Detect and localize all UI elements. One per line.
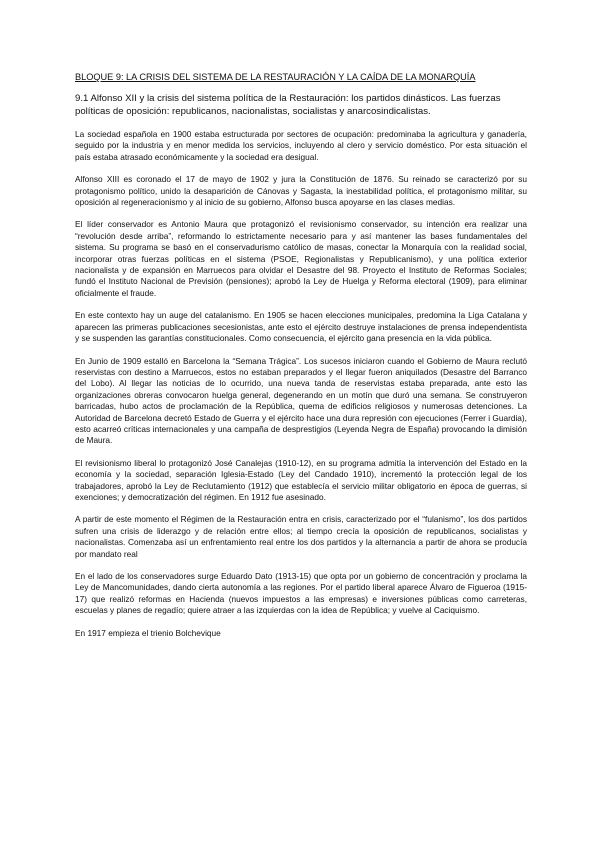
paragraph-canalejas: El revisionismo liberal lo protagonizó José Canalejas (1910-12), en su programa admitía la intervención del Estado en la economía y la sociedad, separación Iglesia-Estado (Ley del Candado 1910), incrementó la protección legal de los trabajadores, aprobó la Ley de Reclutamiento (1912) que establecía el servicio militar obligatorio en época de guerras, si exenciones; y democratización del régimen. En 1912 fue asesinado. xyxy=(75,457,527,502)
paragraph-alfonso-xiii: Alfonso XIII es coronado el 17 de mayo de 1902 y jura la Constitución de 1876. Su reinado se caracterizó por su protagonismo político, unido la desaparición de Cánovas y Sagasta, la inestabilidad política, el protagonismo militar, su oposición al regeneracionismo y al inicio de su gobierno, Alfonso busca apoyarse en las clases medias. xyxy=(75,174,527,208)
document-title: BLOQUE 9: LA CRISIS DEL SISTEMA DE LA RESTAURACIÓN Y LA CAÍDA DE LA MONARQUÍA xyxy=(75,72,476,82)
section-heading: 9.1 Alfonso XII y la crisis del sistema política de la Restauración: los partidos dinásticos. Las fuerzas políticas de oposición: republicanos, nacionalistas, socialistas y anarcosindicalistas. xyxy=(75,93,501,117)
paragraph-trienio-bolchevique: En 1917 empieza el trienio Bolchevique xyxy=(75,627,221,638)
paragraph-antonio-maura: El líder conservador es Antonio Maura que protagonizó el revisionismo conservador, su intención era realizar una “revolución desde arriba”, reformando lo estrictamente necesario para y así mantener las bases fundamentales del sistema. Su programa se basó en el conservadurismo católico de masas, conectar la Monarquía con la realidad social, incorporar otras fuerzas políticas en el sistema (PSOE, Regionalistas y Republicanismo), y una política exterior nacionalista y de expansión en Marruecos para olvidar el Desastre del 98. Proyecto el Instituto de Reformas Sociales; fundó el Instituto Nacional de Previsión (pensiones); aprobó la Ley de Huelga y Reforma electoral (1909), para eliminar oficialmente el fraude. xyxy=(75,219,527,298)
paragraph-semana-tragica: En Junio de 1909 estalló en Barcelona la “Semana Trágica”. Los sucesos iniciaron cuando el Gobierno de Maura reclutó reservistas con destino a Marruecos, estos no estaban preparados y el llegar fueron aniquilados (Desastre del Barranco del Lobo). Al llegar las noticias de lo ocurrido, una nueva tanda de reservistas estaba preparada, ante esto las organizaciones obreras convocaron huelga general, degenerando en un motín que duró una semana. Se construyeron barricadas, hubo actos de proclamación de la República, quema de edificios religiosos y numerosas detenciones. La Autoridad de Barcelona decretó Estado de Guerra y el ejército hace una dura represión con ejecuciones (Ferrer i Guardia), esto acarreó críticas internacionales y una campaña de desprestigios (Leyenda Negra de España) provocando la dimisión de Maura. xyxy=(75,355,527,446)
paragraph-crisis-restauracion: A partir de este momento el Régimen de la Restauración entra en crisis, caracterizado por el “fulanismo”, los dos partidos sufren una crisis de liderazgo y de relación entre ellos; al tiempo crecía la oposición de republicanos, socialistas y nacionalistas. Comenzaba así un enfrentamiento real entre los dos partidos y la alternancia a partir de ahora se producía por mandato real xyxy=(75,514,527,559)
document-page xyxy=(75,71,527,650)
paragraph-catalanismo: En este contexto hay un auge del catalanismo. En 1905 se hacen elecciones municipales, predomina la Liga Catalana y aparecen las primeras publicaciones secesionistas, ante esto el ejército destruye instalaciones de prensa independentista y se suspenden las garantías constitucionales. Como consecuencia, el ejército gana presencia en la vida pública. xyxy=(75,310,527,344)
paragraph-dato-figueroa: En el lado de los conservadores surge Eduardo Dato (1913-15) que opta por un gobierno de concentración y proclama la Ley de Mancomunidades, dando cierta autonomía a las regiones. Por el partido liberal aparece Álvaro de Figueroa (1915-17) que realizó reformas en Hacienda (nuevos impuestos a las empresas) e inversiones públicas como carreteras, escuelas y planes de regadío; quiere atraer a las izquierdas con la idea de República; y vuelve al Caciquismo. xyxy=(75,571,527,616)
paragraph-society-1900: La sociedad española en 1900 estaba estructurada por sectores de ocupación: predominaba la agricultura y ganadería, seguido por la industria y en menor medida los servicios, incluyendo al clero y servicio doméstico. Por esta situación el país estaba atrasado económicamente y la sociedad era desigual. xyxy=(75,129,527,162)
